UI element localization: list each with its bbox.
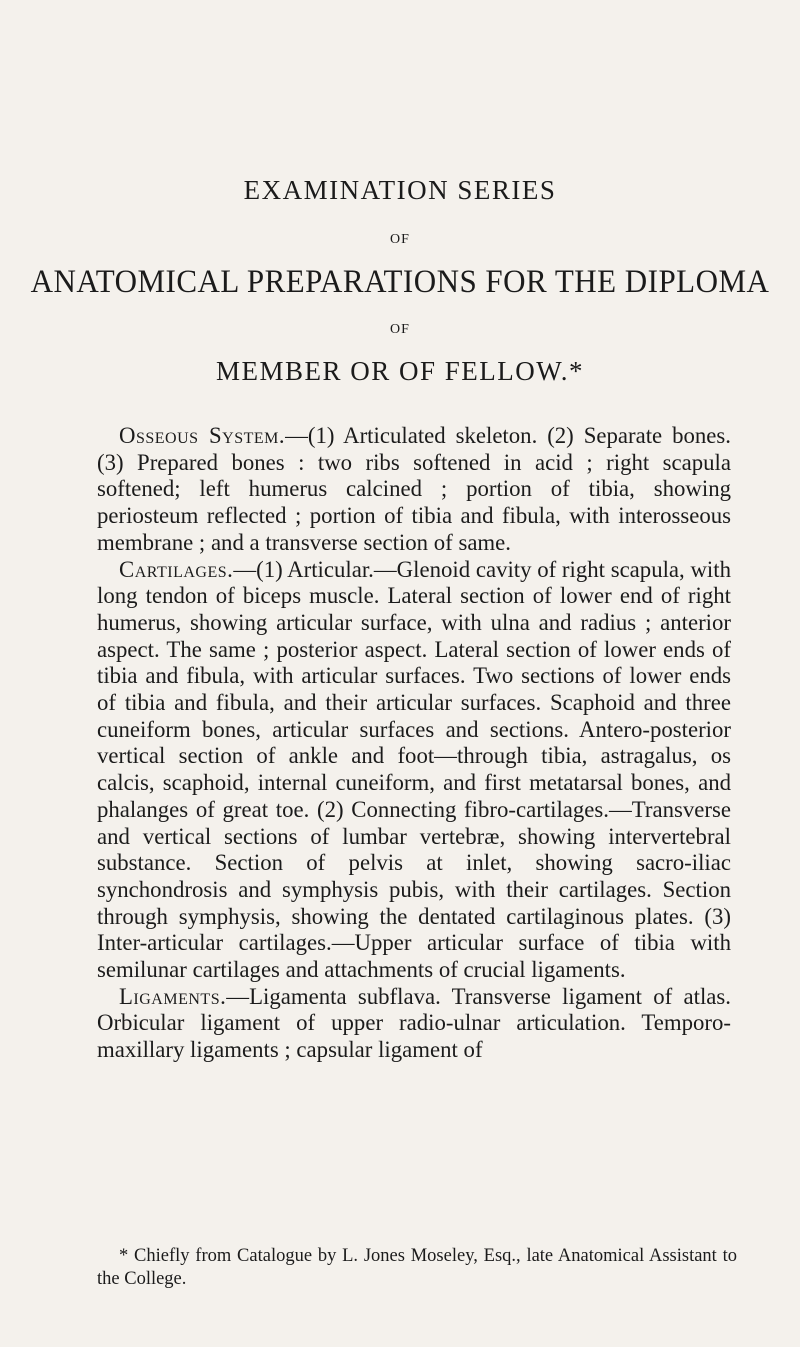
paragraph-cartilages — [97, 557, 731, 984]
section-text-ligaments: —Ligamenta subflava. Transverse ligament of atlas. Orbicular ligament of upper radio-ulnar articulation. Temporo-maxillary ligaments ; capsular ligament of — [97, 983, 731, 1063]
section-label-ligaments: Ligaments. — [119, 983, 227, 1009]
title-line-3: MEMBER OR OF FELLOW.* — [215, 356, 585, 386]
section-text-cartilages: —(1) Articular.—Glenoid cavity of right scapula, with long tendon of biceps muscle. Lateral section of lower end of right humerus, showing articular surface, with ulna and radius ; anterior aspect. The same ; posterior aspect. Lateral section of lower ends of tibia and fibula, with articular surfaces. Two sections of lower ends of tibia and fibula, and their articular surfaces. Scaphoid and three cuneiform bones, articular surfaces and sections. Antero-posterior vertical section of ankle and foot—through tibia, astragalus, os calcis, scaphoid, internal cuneiform, and first metatarsal bones, and phalanges of great toe. (2) Connecting fibro-cartilages.—Transverse and vertical sections of lumbar vertebræ, showing intervertebral substance. Section of pelvis at inlet, showing sacro-iliac synchondrosis and symphysis pubis, with their cartilages. Section through symphysis, showing the dentated cartilaginous plates. (3) Inter-articular cartilages.—Upper articular surface of tibia with semilunar cartilages and attachments of crucial ligaments. — [97, 556, 731, 983]
paragraph-ligaments — [97, 984, 731, 1064]
body-text — [97, 423, 731, 1064]
section-label-osseous-system: Osseous System. — [119, 423, 286, 448]
title-of-2: OF — [390, 322, 410, 337]
paragraph-osseous-system — [97, 423, 731, 557]
title-line-2: ANATOMICAL PREPARATIONS FOR THE DIPLOMA — [30, 264, 770, 300]
section-text-osseous-system: —(1) Articulated skeleton. (2) Separate bones. (3) Prepared bones : two ribs softened in acid ; right scapula softened; left humerus calcined ; portion of tibia, showing periosteum reflected ; portion of tibia and fibula, with interosseous membrane ; and a transverse section of same. — [97, 423, 731, 555]
title-line-1: EXAMINATION SERIES — [243, 175, 557, 205]
footnote — [97, 1245, 737, 1291]
footnote-text: * Chiefly from Catalogue by L. Jones Moseley, Esq., late Anatomical Assistant to the College. — [97, 1246, 737, 1289]
title-of-1: OF — [390, 232, 410, 247]
section-label-cartilages: Cartilages. — [119, 556, 234, 582]
